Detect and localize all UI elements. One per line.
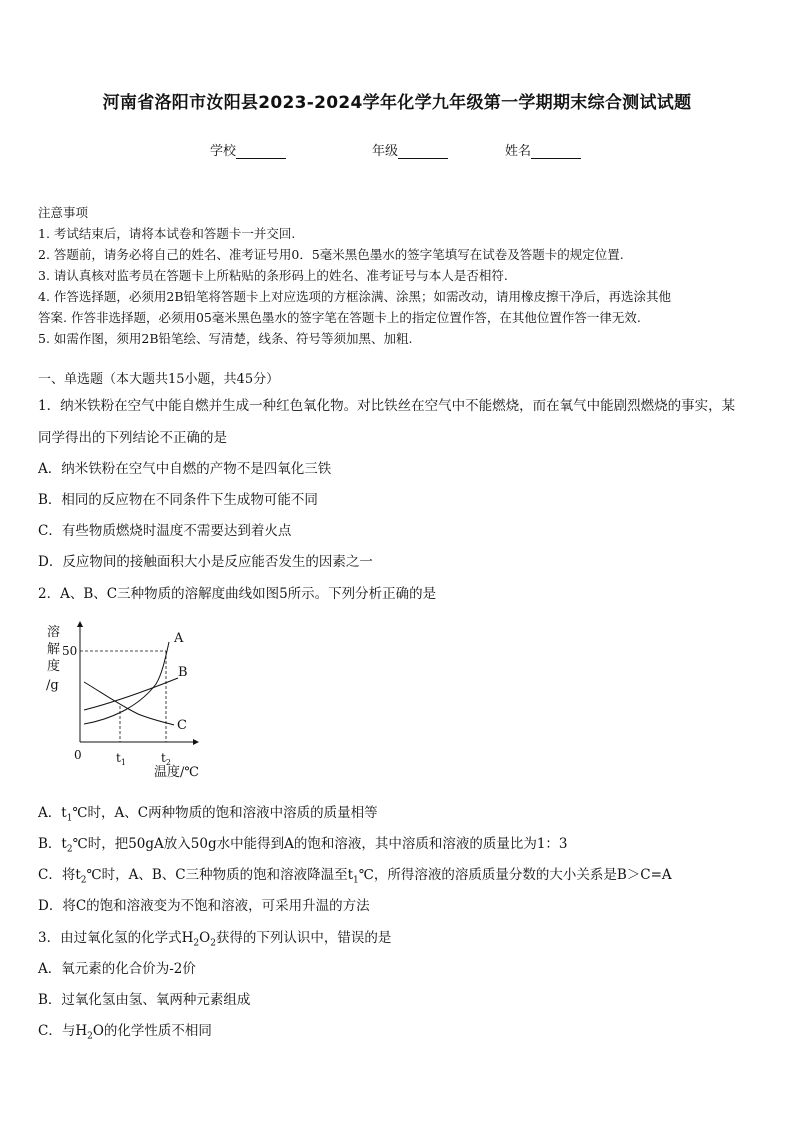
grade-label: 年级 [372,144,399,159]
y-label-4: /g [46,678,59,693]
curve-b-label: B [178,665,188,680]
school-label: 学校 [210,144,237,159]
y-label-1: 溶 [47,625,61,640]
y-label-2: 解 [47,642,61,657]
q3-option-a: A．氧元素的化合价为-2价 [38,961,196,977]
notice-item: 4. 作答选择题，必须用2B铅笔将答题卡上对应选项的方框涂满、涂黑；如需改动，请用橡皮擦干净后，再选涂其他 [38,289,672,304]
y-label-3: 度 [47,659,61,674]
x-label: 温度/℃ [154,765,199,780]
q2-option-c: C．将$t_2℃$时，A、B、C三种物质的饱和溶液降温至$t_1℃$，所得溶液的溶质质量分数的大小关系是B＞C=A [38,867,672,886]
notice-item: 5. 如需作图，须用2B铅笔绘、写清楚，线条、符号等须加黑、加粗. [38,331,413,346]
notice-item: 1. 考试结束后，请将本试卷和答题卡一并交回. [38,226,296,241]
q3-stem: 3．由过氧化氢的化学式$H_2O_2$获得的下列认识中，错误的是 [38,930,392,949]
notice-item: 答案. 作答非选择题，必须用05毫米黑色墨水的签字笔在答题卡上的指定位置作答，在其他位置作答一律无效. [38,310,641,325]
notice-heading: 注意事项 [38,205,89,220]
grade-blank [398,145,448,159]
t2-label: $t_2$ [161,751,171,767]
q2-option-b: B．$t_2℃$时，把50gA放入50g水中能得到A的饱和溶液，其中溶质和溶液的质量比为1：3 [38,836,568,855]
solubility-curve-figure [38,618,218,786]
notice-item: 3. 请认真核对监考员在答题卡上所粘贴的条形码上的姓名、准考证号与本人是否相符. [38,268,508,283]
school-blank [236,145,286,159]
q3-option-b: B．过氧化氢由氢、氧两种元素组成 [38,992,251,1008]
q2-stem: 2．A、B、C三种物质的溶解度曲线如图5所示。下列分析正确的是 [38,586,437,602]
grade-field [372,140,448,159]
q2-option-d: D．将C的饱和溶液变为不饱和溶液，可采用升温的方法 [38,898,370,914]
curve-c [84,682,174,725]
name-blank [531,145,581,159]
q1-stem-line1: 1．纳米铁粉在空气中能自燃并生成一种红色氧化物。对比铁丝在空气中不能燃烧，而在氧气中能剧烈燃烧的事实，某 [38,398,736,414]
exam-title: 河南省洛阳市汝阳县2023-2024学年化学九年级第一学期期末综合测试试题 [102,93,692,113]
q1-option-b: B．相同的反应物在不同条件下生成物可能不同 [38,492,318,508]
notice-block [38,202,758,349]
curve-a-label: A [174,631,184,646]
q2-option-a: A．$t_1℃$时，A、C两种物质的饱和溶液中溶质的质量相等 [38,805,378,824]
name-label: 姓名 [505,144,532,159]
q1-option-d: D．反应物间的接触面积大小是反应能否发生的因素之一 [38,554,373,570]
curve-a [84,642,169,724]
q3-option-c: C．与$H_2O$的化学性质不相同 [38,1023,212,1042]
q1-option-a: A．纳米铁粉在空气中自燃的产物不是四氧化三铁 [38,461,332,477]
t1-label: $t_1$ [116,751,126,767]
origin-label: 0 [74,748,82,762]
q1-stem-line2: 同学得出的下列结论不正确的是 [38,430,227,446]
q1-option-c: C．有些物质燃烧时温度不需要达到着火点 [38,523,292,539]
name-field [505,140,581,159]
notice-item: 2. 答题前，请务必将自己的姓名、准考证号用0．5毫米黑色墨水的签字笔填写在试卷及答题卡的规定位置. [38,247,624,262]
curve-c-label: C [177,718,187,733]
school-field [210,140,286,159]
curve-b [84,678,178,710]
y-tick-50: 50 [62,644,78,658]
section-heading: 一、单选题（本大题共15小题，共45分） [38,372,280,387]
